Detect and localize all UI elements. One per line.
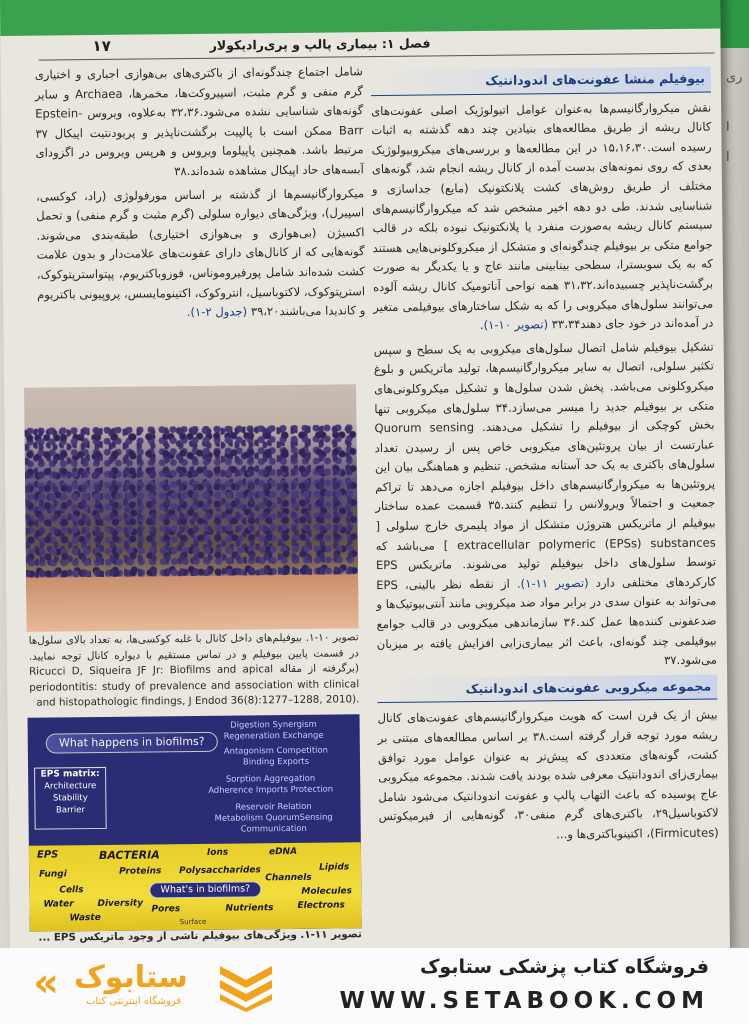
label-ions: Ions xyxy=(206,847,229,858)
figure-reference-2: (تصویر ۱۱-۱). xyxy=(516,575,589,591)
word-relation: Relation xyxy=(277,800,312,812)
label-channels: Channels xyxy=(265,872,312,884)
process-words-b xyxy=(224,745,328,768)
diagram-question-top: What happens in biofilms? xyxy=(46,732,218,754)
table-reference: (جدول ۲-۱). xyxy=(186,304,248,320)
label-fungi: Fungi xyxy=(39,869,67,880)
figure-1-caption xyxy=(29,630,360,711)
label-bacteria: BACTERIA xyxy=(98,848,160,863)
adjacent-page-edge: ری ا ا xyxy=(716,0,749,960)
word-imports: Imports xyxy=(255,784,289,795)
store-footer-banner xyxy=(0,948,749,1024)
figure-2-caption: تصویر ۱۱-۱. ویژگی‌های بیوفیلم ناشی از وجود ماتریکس EPS ... xyxy=(38,928,362,944)
label-nutrients: Nutrients xyxy=(225,903,274,914)
word-communication: Communication xyxy=(240,822,307,834)
word-competition: Competition xyxy=(276,744,328,756)
matrix-barrier: Barrier xyxy=(55,805,86,816)
label-diversity: Diversity xyxy=(97,898,144,910)
surface-label: Surface xyxy=(179,917,207,927)
label-cells: Cells xyxy=(59,885,84,896)
eps-matrix-title: EPS matrix: xyxy=(40,768,100,780)
left-paragraph-2-text: میکروارگانیسم‌ها از گذشته بر اساس مورفولوژی (راد، کوکسی، اسپیرل)، ویژگی‌های دیواره سلولی (گرم مثبت و گرم منفی) و تحمل اکسیژن (بی‌هوازی و بی‌هوازی اختیاری) طبقه‌بندی می‌شوند. گونه‌هایی که از کانال‌های دارای عفونت‌های علامت‌دار و بدون علامت کشت شده‌اند شامل پورفیروموناس، فوزوباکتریوم، پپتواسترپتوکوک، استرپتوکوک، لاکتوباسیل، انتروکوک، اکتینومایسس، پروپیونی باکتریوم و کاندیدا می‌باشند۳۹،۲۰ xyxy=(35,185,366,319)
label-proteins: Proteins xyxy=(119,866,162,877)
biofilm-cells-layer xyxy=(24,424,358,597)
diagram-question-bottom: What's in biofilms? xyxy=(149,881,261,898)
word-antagonism: Antagonism xyxy=(223,745,274,756)
word-quorumsensing: QuorumSensing xyxy=(265,811,333,823)
label-lipids: Lipids xyxy=(319,862,350,873)
dentin-wall-band xyxy=(26,574,359,631)
right-paragraph-2-text-a: تشکیل بیوفیلم شامل اتصال سلول‌های میکروبی به یک سطح و سپس تکثیر سلولی، اتصال به سایر میکروارگانیسم‌ها، تولید ماتریکس و بلوغ میکروکلونی می‌باشد. پخش شدن سلول‌ها و تشکیل میکروکلونی‌های متکی بر بیوفیلم جدید را میسر می‌سازد.۳۴ سلول‌های میکروبی تنها بخش کوچکی از بیوفیلم را تشکیل می‌دهند. Quorum sensing عبارتست از بیان پروتئین‌های میکروبی خاص پس از رسیدن تعداد سلول‌های باکتری به یک حد آستانه مشخص. تنظیم و هماهنگی بیان این پروتئین‌ها به میکروارگانیسم‌های داخل بیوفیلم اجازه می‌دهد تا تراکم جمعیت و احتمالاً ویرولانس را تنظیم کنند.۳۵ قسمت عمده ساختار بیوفیلم از ماتریکس هتروژن متشکل از مواد پلیمری خارج سلولی [ extracellular polymeric (EPSs) substances ] می‌باشد که توسط سلول‌های داخل بیوفیلم تولید می‌شوند. ماتریکس EPS کارکردهای مختلفی دارد xyxy=(373,339,717,590)
word-synergism: Synergism xyxy=(272,718,317,730)
page-number: ۱۷ xyxy=(92,36,111,56)
label-eps: EPS xyxy=(36,849,59,861)
figure-reference-1: (تصویر ۱۰-۱). xyxy=(479,317,549,333)
word-exchange: Exchange xyxy=(282,729,324,741)
word-digestion: Digestion xyxy=(230,719,270,730)
biofilm-micrograph xyxy=(24,384,359,631)
label-water: Water xyxy=(43,899,74,910)
store-website-link[interactable]: WWW.SETABOOK.COM xyxy=(339,988,709,1014)
word-metabolism: Metabolism xyxy=(214,812,264,823)
label-waste: Waste xyxy=(69,912,101,924)
logo-name: ستابوک xyxy=(74,960,188,995)
word-regeneration: Regeneration xyxy=(223,730,280,741)
logo-tagline: فروشگاه اینترنتی کتاب xyxy=(86,996,182,1007)
matrix-stability: Stability xyxy=(52,793,88,804)
word-exports: Exports xyxy=(277,755,310,767)
right-paragraph-1-text: نقش میکروارگانیسم‌ها به‌عنوان عوامل اتیولوژیک اصلی عفونت‌های کانال ریشه از طریق مطالعه‌های بنیادین چند دهه گذشته به اثبات رسیده است.۱۵،۱۶،۳۰ در این مطالعه‌ها و بررسی‌های میکروبیولوژیک بعدی که روی نمونه‌های بدست آمده از کانال ریشه انجام شد، گونه‌های مختلف از طریق روش‌های کشت پلانکتونیک (مایع) جداسازی و شناسایی شدند. طی دو دهه اخیر مشخص شد که میکروارگانیسم‌های سیستم کانال ریشه به‌صورت منفرد یا پلانکتونیک نبوده بلکه در قالب جوامع متکی بر بیوفیلم چندگونه‌ای و متشکل از میکروکلونی‌هایی هستند که به یک سوبسترا، سطحی بینابینی مانند عاج و یا یکدیگر به صورت برگشت‌ناپذیر چسبیده‌اند.۳۱،۳۲ همه نواحی آناتومیک کانال ریشه آلوده می‌توانند سلول‌های میکروبی را که به شکل ساختارهای بیوفیلمی متغیر در آمده‌اند در خود جای دهند۳۳،۳۴ xyxy=(371,100,714,332)
left-paragraph-2 xyxy=(36,184,365,325)
matrix-architecture: Architecture xyxy=(44,781,97,792)
stacked-chevrons-icon xyxy=(216,960,276,1012)
word-aggregation: Aggregation xyxy=(263,772,316,784)
eps-matrix-box xyxy=(34,767,107,830)
chapter-title: فصل ۱: بیماری پالپ و پری‌رادیکولار xyxy=(209,35,431,53)
word-reservoir: Reservoir xyxy=(235,801,275,812)
word-sorption: Sorption xyxy=(225,773,262,784)
process-words-d xyxy=(214,801,332,835)
label-polysaccharides: Polysaccharides xyxy=(179,865,261,877)
setabook-logo xyxy=(22,960,202,1012)
figure-1-caption-text: تصویر ۱۰-۱. بیوفیلم‌های داخل کانال با غلبه کوکسی‌ها، به تعداد بالای سلول‌ها در قسمت پایین بیوفیلم و در تماس مستقیم با دیواره کانال توجه نمایید. (برگرفته از مقاله xyxy=(28,631,360,676)
label-edna: eDNA xyxy=(268,846,298,858)
label-pores: Pores xyxy=(151,904,181,915)
left-paragraph-1: شامل اجتماع چندگونه‌ای از باکتری‌های بی‌هوازی اجباری و اختیاری گرم منفی و گرم مثبت، اسپیروکت‌ها، مخمرها، Archaea و سایر گونه‌های شناسایی نشده می‌شود.۳۲،۳۶ به‌علاوه، ویروس Epstein-Barr ممکن است با پالپیت برگشت‌ناپذیر و پریودنتیت اپیکال ۳۷ مرتبط باشد. همچنین پاپیلوما ویروس و هرپس ویروس در اگزودای آبسه‌های حاد اپیکال مشاهده شده‌اند.۳۸ xyxy=(34,64,364,179)
word-protection: Protection xyxy=(290,783,334,794)
process-words-c xyxy=(208,773,333,796)
figure-1-caption-reference: Ricucci D, Siqueira JF Jr: Biofilms and apical periodontitis: study of prevalence and association with clinical and histopathologic findings, J Endod 36(8):1277–1288, 2010). xyxy=(28,663,360,709)
label-molecules: Molecules xyxy=(301,886,353,897)
right-paragraph-2-text-b: از نقطه نظر بالینی، EPS می‌تواند به عنوان سدی در برابر مواد ضد میکروبی مانند آنتی‌بیوتیک‌ها و ضدعفونی کننده‌ها عمل کند.۳۶ سازماندهی میکروبی در قالب جوامع بیوفیلمی چند گونه‌ای، باعث اثر بیماری‌زایی افزایش یافته بر میزبان می‌شود.۳۷ xyxy=(376,576,718,668)
word-adherence: Adherence xyxy=(208,784,254,795)
word-binding: Binding xyxy=(242,756,275,767)
process-words-a xyxy=(224,719,324,742)
section-title-microbial: مجموعه میکروبی عفونت‌های اندودانتیک xyxy=(377,674,717,703)
right-paragraph-3: بیش از یک قرن است که هویت میکروارگانیسم‌های عفونت‌های کانال ریشه مورد توجه قرار گرفته است.۳۸ بر اساس مطالعه‌های مبتنی بر کشت، گونه‌های متعددی که پیش‌تر به عنوان عوامل مورد توافق بیماری‌زای اندودانتیک معرفی شده بودند یافت شدند. مجموعه میکروبی عاج پوسیده که باعث التهاب پالپ و عفونت اندودانتیک می‌شود شامل لاکتوباسیل۲۹، باکتری‌های گرم منفی۳۰، گونه‌هایی از فیرمیکوتس (Firmicutes)، اکتینوباکتری‌ها و... xyxy=(377,707,719,842)
logo-chevron-icon: « xyxy=(33,960,59,1006)
adjacent-page-green-band xyxy=(716,0,749,48)
store-title: فروشگاه کتاب پزشکی ستابوک xyxy=(419,956,709,978)
right-paragraph-1 xyxy=(371,98,713,337)
section-title-biofilm: بیوفیلم منشا عفونت‌های اندودانتیک xyxy=(371,67,711,96)
right-column xyxy=(371,67,719,851)
left-column xyxy=(35,62,366,328)
label-electrons: Electrons xyxy=(297,900,345,911)
biofilm-diagram xyxy=(28,714,362,931)
right-paragraph-2 xyxy=(374,337,717,674)
